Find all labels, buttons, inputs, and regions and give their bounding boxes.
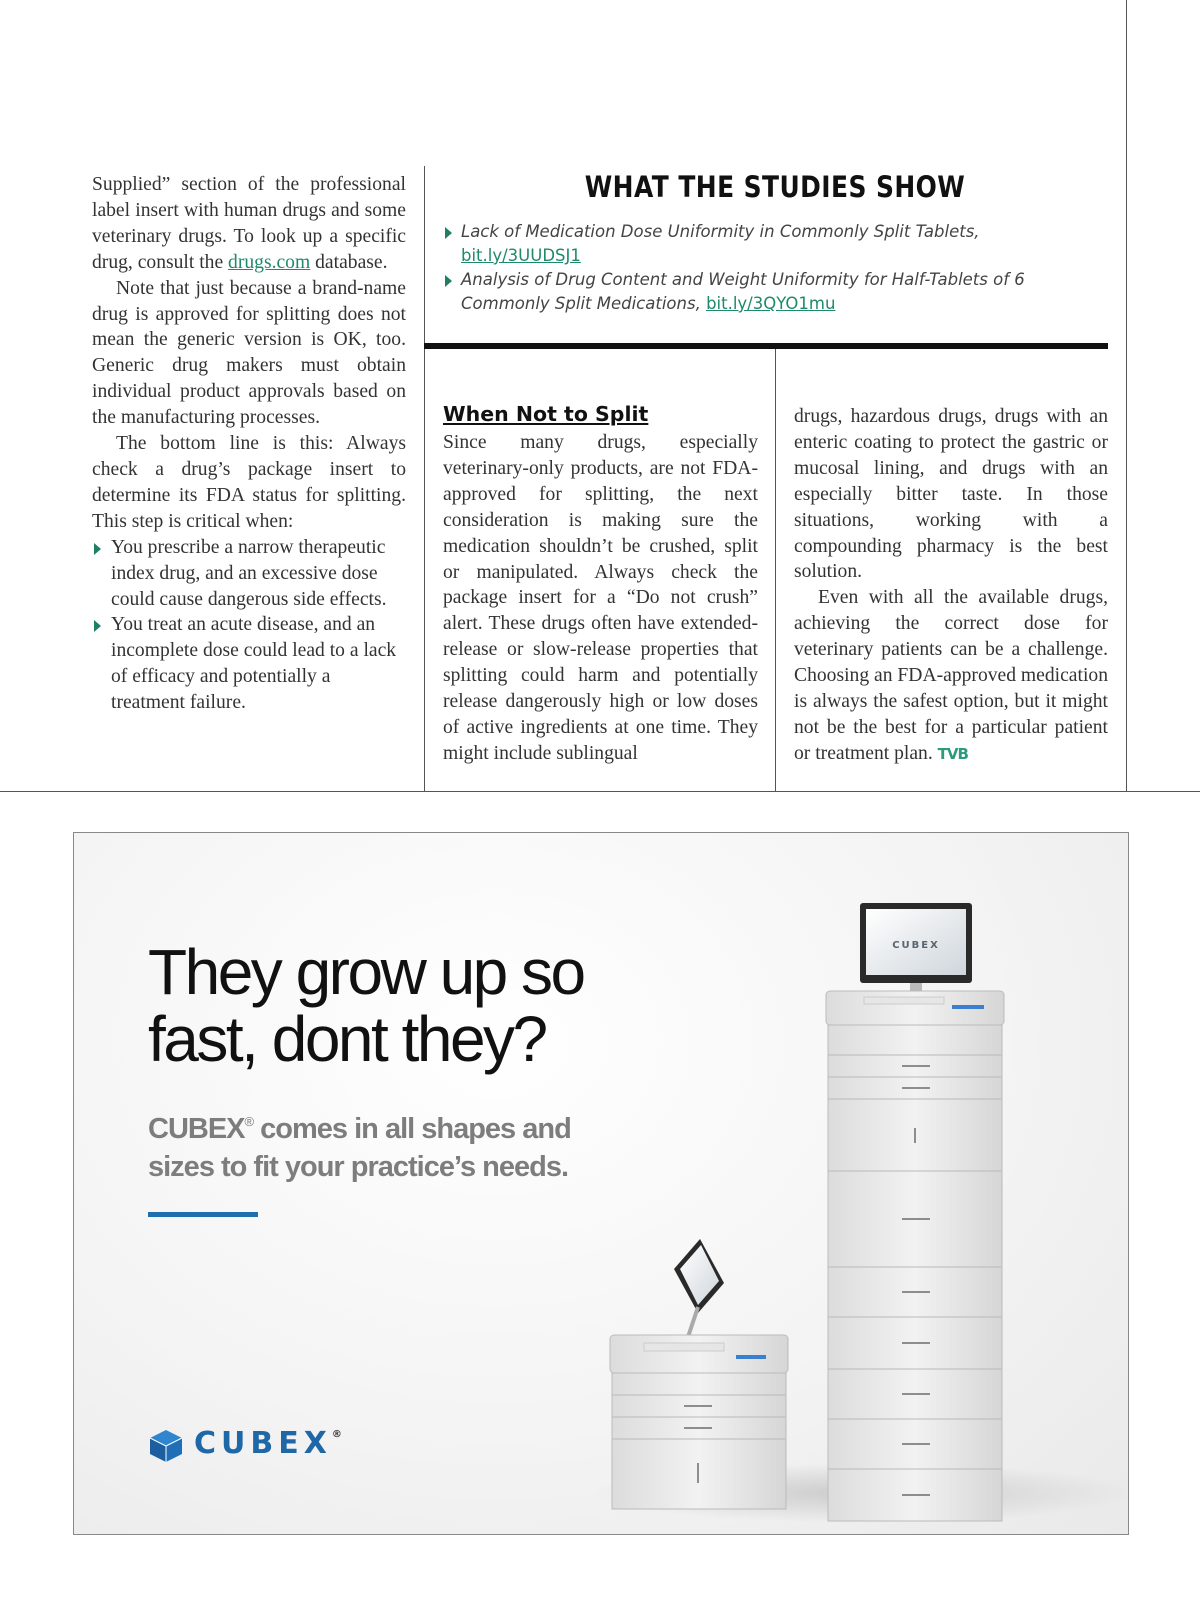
paragraph: Note that just because a brand-name drug is approved for splitting does not mean the generic version is OK, too. Generic drug makers must obtain individual product approvals based on the manufacturing processes. bbox=[92, 277, 406, 429]
short-indicator-light bbox=[736, 1355, 766, 1359]
short-keyboard bbox=[644, 1343, 724, 1351]
column-rule-1 bbox=[424, 166, 425, 792]
list-item: You treat an acute disease, and an incomplete dose could lead to a lack of efficacy and potentially a treatment failure. bbox=[92, 612, 406, 716]
section-heading: When Not to Split bbox=[443, 402, 649, 426]
study-link-1[interactable]: bit.ly/3UUDSJ1 bbox=[461, 246, 581, 265]
logo-wordmark: CUBEX® bbox=[194, 1426, 342, 1461]
short-cabinet-top bbox=[610, 1335, 788, 1373]
paragraph: Even with all the available drugs, achieving the correct dose for veterinary patients can be a challenge. Choosing an FDA-approved medication is always the safest option, but it might not be the best for a particular patient or treatment plan. TVB bbox=[794, 587, 1108, 764]
left-column bbox=[92, 172, 406, 716]
study-item: Lack of Medication Dose Uniformity in Commonly Split Tablets, bit.ly/3UUDSJ1 bbox=[443, 220, 1073, 268]
middle-column bbox=[443, 401, 758, 767]
short-cabinet-body bbox=[612, 1373, 786, 1509]
bullet-list bbox=[92, 535, 406, 716]
column-rule-2 bbox=[775, 348, 776, 792]
studies-list bbox=[443, 220, 1073, 316]
cubex-advertisement[interactable] bbox=[73, 832, 1129, 1535]
bullet-triangle-icon bbox=[445, 227, 452, 239]
paragraph: drugs, hazardous drugs, drugs with an enteric coating to protect the gastric or mucosal lining, and drugs with an especially bitter taste. In those situations, working with a compounding pharmacy is the best solution. bbox=[794, 406, 1108, 583]
accent-bar bbox=[148, 1212, 258, 1217]
cubex-cabinets-illustration bbox=[574, 903, 1129, 1533]
ad-subline: CUBEX® comes in all shapes and sizes to fit your practice’s needs. bbox=[148, 1113, 571, 1183]
studies-title: WHAT THE STUDIES SHOW bbox=[584, 170, 966, 204]
bullet-triangle-icon bbox=[94, 620, 101, 632]
section-divider bbox=[0, 791, 1200, 792]
keyboard bbox=[864, 997, 944, 1004]
paragraph: Since many drugs, especially veterinary-only products, are not FDA-approved for splitting, the next consideration is making sure the medication shouldn’t be crushed, split or manipulated. Always check the package insert for a “Do not crush” alert. These drugs often have extended-release or slow-release properties that splitting could harm and potentially release dangerously high or low doses of active ingredients at one time. They might include sublingual bbox=[443, 432, 758, 764]
short-tablet-screen bbox=[680, 1245, 719, 1305]
tvb-end-mark: TVB bbox=[937, 744, 968, 763]
bullet-triangle-icon bbox=[94, 543, 101, 555]
list-item: You prescribe a narrow therapeutic index drug, and an excessive dose could cause dangerous side effects. bbox=[92, 535, 406, 613]
study-link-2[interactable]: bit.ly/3QYO1mu bbox=[706, 294, 836, 313]
studies-bottom-rule bbox=[424, 343, 1108, 349]
ad-headline: They grow up so fast, dont they? bbox=[148, 936, 584, 1075]
paragraph: The bottom line is this: Always check a drug’s package insert to determine its FDA status for splitting. This step is critical when: bbox=[92, 433, 406, 532]
study-item: Analysis of Drug Content and Weight Uniformity for Half-Tablets of 6 Commonly Split Medications, bit.ly/3QYO1mu bbox=[443, 268, 1073, 316]
monitor-brand: CUBEX bbox=[892, 940, 940, 951]
right-column bbox=[794, 404, 1108, 768]
indicator-light bbox=[952, 1005, 984, 1009]
bullet-triangle-icon bbox=[445, 275, 452, 287]
drugs-com-link[interactable]: drugs.com bbox=[228, 251, 311, 273]
page-right-rule bbox=[1126, 0, 1127, 792]
cubex-logo bbox=[148, 1426, 342, 1468]
cube-icon bbox=[148, 1429, 184, 1463]
paragraph: Supplied” section of the professional label insert with human drugs and some veterinary drugs. To look up a specific drug, consult the drugs.com database. bbox=[92, 174, 406, 273]
